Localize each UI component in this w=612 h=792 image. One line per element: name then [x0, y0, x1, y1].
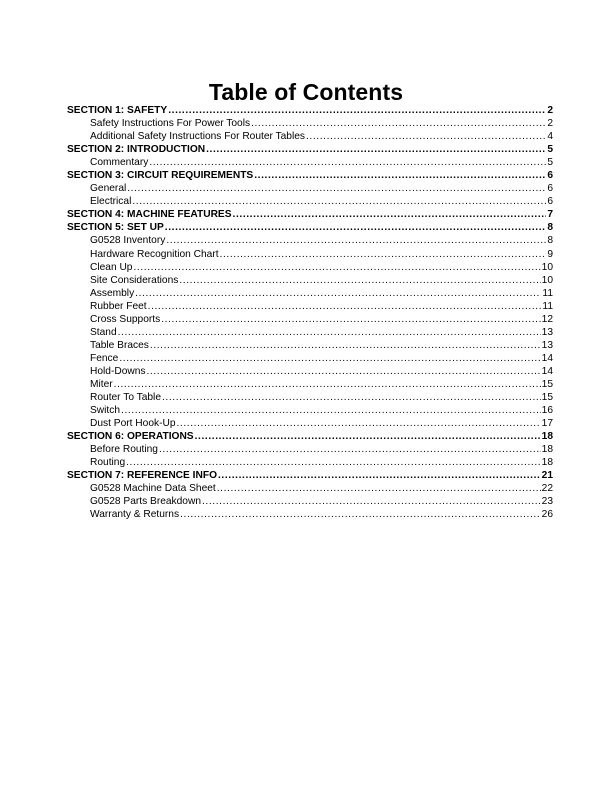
- toc-page-number: 16: [541, 405, 553, 417]
- toc-dot-leader: [118, 326, 541, 339]
- toc-page-number: 21: [541, 470, 553, 482]
- toc-subsection-entry: [67, 482, 553, 495]
- toc-subsection-entry: [67, 261, 553, 274]
- toc-entry-label: SECTION 2: INTRODUCTION: [67, 144, 206, 156]
- toc-page-number: 6: [547, 196, 553, 208]
- toc-dot-leader: [165, 221, 547, 234]
- toc-page-number: 18: [541, 431, 553, 443]
- toc-dot-leader: [220, 248, 547, 261]
- toc-section-entry: [67, 469, 553, 482]
- toc-subsection-entry: [67, 339, 553, 352]
- toc-subsection-entry: [67, 274, 553, 287]
- toc-page-number: 23: [541, 496, 553, 508]
- toc-dot-leader: [177, 417, 541, 430]
- toc-dot-leader: [180, 508, 541, 521]
- toc-subsection-entry: [67, 378, 553, 391]
- toc-section-entry: [67, 104, 553, 117]
- toc-page-number: 8: [547, 235, 553, 247]
- toc-page-number: 13: [541, 339, 553, 351]
- toc-page-number: 11: [542, 287, 553, 299]
- toc-entry-label: Table Braces: [90, 339, 149, 351]
- toc-entry-label: Rubber Feet: [90, 300, 147, 312]
- toc-entry-label: Fence: [90, 352, 119, 364]
- toc-subsection-entry: [67, 248, 553, 261]
- toc-entry-label: SECTION 6: OPERATIONS: [67, 431, 194, 443]
- toc-entry-label: Clean Up: [90, 261, 133, 273]
- toc-subsection-entry: [67, 287, 553, 300]
- toc-entry-label: Before Routing: [90, 444, 158, 456]
- toc-entry-label: Stand: [90, 326, 117, 338]
- toc-page-number: 18: [541, 444, 553, 456]
- toc-page-number: 4: [547, 131, 553, 143]
- toc-dot-leader: [251, 117, 546, 130]
- toc-list: [67, 104, 553, 522]
- toc-dot-leader: [306, 130, 546, 143]
- toc-section-entry: [67, 208, 553, 221]
- toc-subsection-entry: [67, 182, 553, 195]
- toc-dot-leader: [162, 391, 541, 404]
- toc-subsection-entry: [67, 404, 553, 417]
- toc-entry-label: Warranty & Returns: [90, 509, 180, 521]
- toc-entry-label: Electrical: [90, 196, 132, 208]
- toc-dot-leader: [159, 443, 541, 456]
- toc-page-number: 2: [547, 105, 553, 116]
- toc-section-entry: [67, 221, 553, 234]
- toc-dot-leader: [114, 378, 541, 391]
- toc-subsection-entry: [67, 234, 553, 247]
- toc-entry-label: Miter: [90, 378, 113, 390]
- toc-subsection-entry: [67, 326, 553, 339]
- toc-dot-leader: [146, 365, 540, 378]
- toc-dot-leader: [168, 104, 546, 117]
- toc-dot-leader: [133, 261, 540, 274]
- toc-entry-label: SECTION 3: CIRCUIT REQUIREMENTS: [67, 170, 254, 182]
- toc-entry-label: G0528 Parts Breakdown: [90, 496, 201, 508]
- toc-page-number: 9: [547, 248, 553, 260]
- toc-subsection-entry: [67, 300, 553, 313]
- toc-entry-label: Routing: [90, 457, 126, 469]
- toc-page-number: 13: [541, 326, 553, 338]
- page-title: Table of Contents: [208, 79, 404, 105]
- toc-entry-label: Commentary: [90, 157, 149, 169]
- toc-page-number: 26: [541, 509, 553, 521]
- toc-dot-leader: [217, 482, 541, 495]
- toc-entry-label: Site Considerations: [90, 274, 179, 286]
- toc-entry-label: Cross Supports: [90, 313, 161, 325]
- toc-page-number: 15: [541, 378, 553, 390]
- toc-dot-leader: [202, 495, 541, 508]
- toc-entry-label: G0528 Inventory: [90, 235, 166, 247]
- toc-subsection-entry: [67, 495, 553, 508]
- toc-entry-label: Assembly: [90, 287, 135, 299]
- toc-dot-leader: [119, 352, 540, 365]
- toc-subsection-entry: [67, 365, 553, 378]
- toc-dot-leader: [206, 143, 546, 156]
- toc-dot-leader: [161, 313, 540, 326]
- toc-subsection-entry: [67, 508, 553, 521]
- toc-dot-leader: [195, 430, 541, 443]
- toc-page-number: 5: [547, 157, 553, 169]
- toc-dot-leader: [254, 169, 546, 182]
- toc-page-number: 5: [547, 144, 553, 156]
- toc-entry-label: Router To Table: [90, 392, 161, 404]
- toc-page-number: 15: [541, 392, 553, 404]
- toc-section-entry: [67, 143, 553, 156]
- toc-page-number: 22: [541, 483, 553, 495]
- toc-dot-leader: [218, 469, 541, 482]
- toc-dot-leader: [166, 234, 546, 247]
- toc-page-number: 12: [541, 313, 553, 325]
- toc-dot-leader: [233, 208, 547, 221]
- toc-subsection-entry: [67, 195, 553, 208]
- toc-subsection-entry: [67, 443, 553, 456]
- toc-entry-label: SECTION 1: SAFETY: [67, 105, 168, 116]
- toc-page-number: 10: [541, 261, 553, 273]
- toc-entry-label: SECTION 5: SET UP: [67, 222, 164, 234]
- toc-page-number: 6: [547, 170, 553, 182]
- toc-subsection-entry: [67, 456, 553, 469]
- toc-page-number: 7: [547, 209, 553, 221]
- toc-entry-label: Safety Instructions For Power Tools: [90, 118, 251, 130]
- toc-dot-leader: [127, 182, 546, 195]
- toc-dot-leader: [148, 300, 542, 313]
- toc-entry-label: Hold-Downs: [90, 365, 146, 377]
- toc-dot-leader: [126, 456, 541, 469]
- toc-dot-leader: [150, 339, 541, 352]
- toc-page-number: 14: [541, 352, 553, 364]
- toc-entry-label: Dust Port Hook-Up: [90, 418, 176, 430]
- toc-subsection-entry: [67, 391, 553, 404]
- toc-entry-label: General: [90, 183, 127, 195]
- toc-entry-label: SECTION 7: REFERENCE INFO: [67, 470, 217, 482]
- toc-entry-label: Switch: [90, 405, 121, 417]
- toc-subsection-entry: [67, 352, 553, 365]
- toc-entry-label: Additional Safety Instructions For Router Tables: [90, 131, 305, 143]
- toc-entry-label: SECTION 4: MACHINE FEATURES: [67, 209, 232, 221]
- toc-page-number: 17: [541, 418, 553, 430]
- toc-dot-leader: [179, 274, 540, 287]
- toc-page-number: 11: [542, 300, 553, 312]
- toc-dot-leader: [135, 287, 541, 300]
- toc-subsection-entry: [67, 117, 553, 130]
- toc-subsection-entry: [67, 313, 553, 326]
- toc-page-number: 8: [547, 222, 553, 234]
- toc-entry-label: Hardware Recognition Chart: [90, 248, 219, 260]
- toc-page-number: 18: [541, 457, 553, 469]
- toc-entry-label: G0528 Machine Data Sheet: [90, 483, 216, 495]
- toc-page-number: 10: [541, 274, 553, 286]
- toc-page-number: 6: [547, 183, 553, 195]
- toc-subsection-entry: [67, 417, 553, 430]
- toc-section-entry: [67, 169, 553, 182]
- toc-dot-leader: [149, 156, 546, 169]
- toc-subsection-entry: [67, 156, 553, 169]
- toc-page-number: 2: [547, 118, 553, 130]
- toc-section-entry: [67, 430, 553, 443]
- toc-page-number: 14: [541, 365, 553, 377]
- toc-dot-leader: [121, 404, 541, 417]
- toc-subsection-entry: [67, 130, 553, 143]
- toc-dot-leader: [132, 195, 546, 208]
